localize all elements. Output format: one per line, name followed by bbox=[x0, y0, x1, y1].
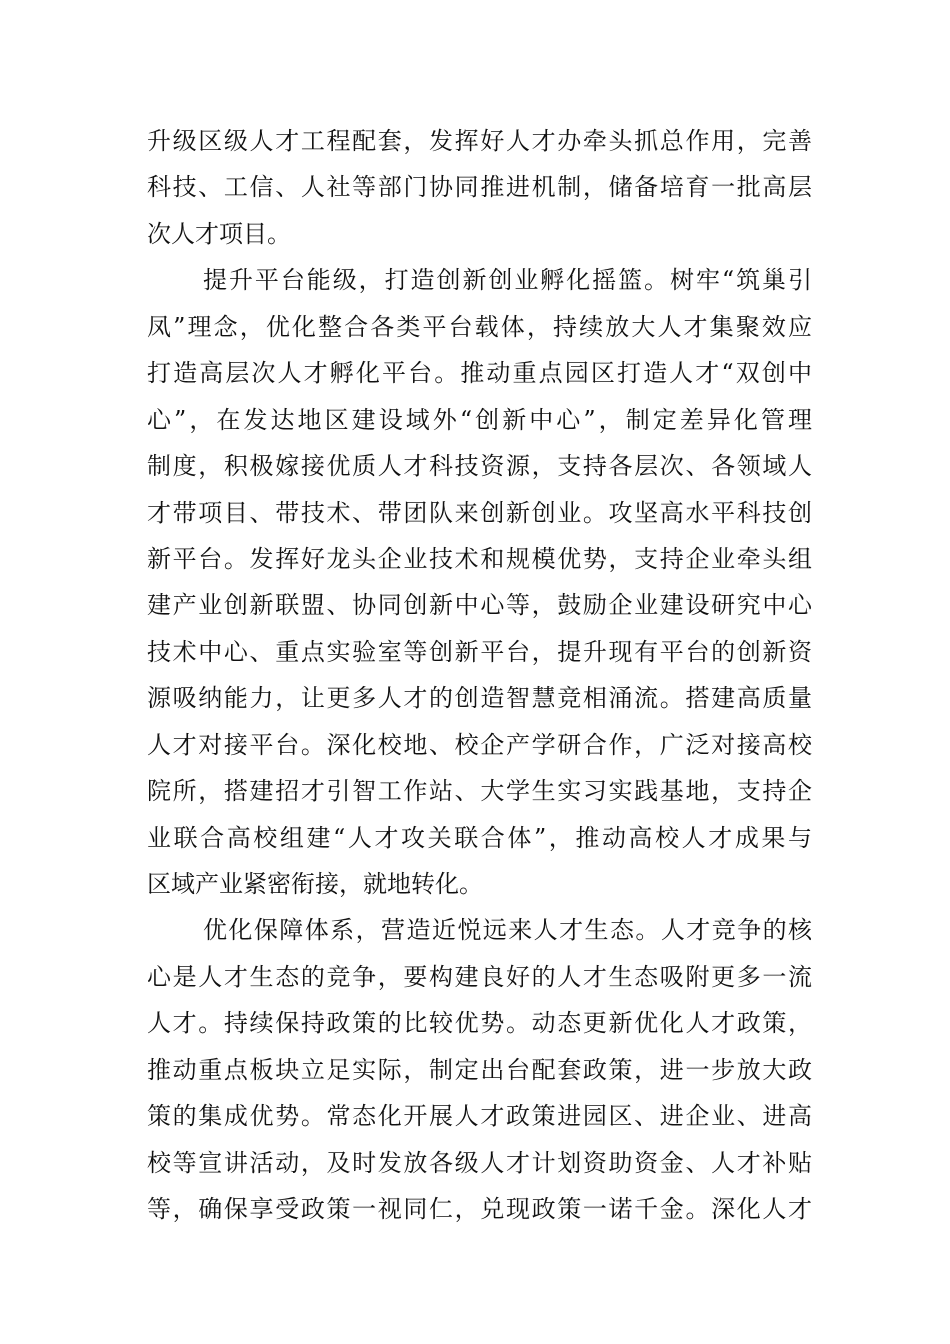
paragraph-2-line-1: 提升平台能级，打造创新创业孵化摇篮。树牢“筑巢引 bbox=[203, 266, 812, 295]
paragraph-1-line-1: 升级区级人才工程配套，发挥好人才办牵头抓总作用，完善 bbox=[147, 127, 812, 155]
paragraph-2-line-7: 新平台。发挥好龙头企业技术和规模优势，支持企业牵头组 bbox=[147, 544, 812, 573]
paragraph-2-line-5: 制度，积极嫁接优质人才科技资源，支持各层次、各领域人 bbox=[147, 452, 812, 481]
paragraph-3-line-2: 心是人才生态的竞争，要构建良好的人才生态吸附更多一流 bbox=[147, 962, 812, 991]
paragraph-2-line-8: 建产业创新联盟、协同创新中心等，鼓励企业建设研究中心 bbox=[147, 591, 812, 620]
paragraph-2-line-11: 人才对接平台。深化校地、校企产学研合作，广泛对接高校 bbox=[147, 730, 812, 759]
paragraph-3-line-6: 校等宣讲活动，及时发放各级人才计划资助资金、人才补贴 bbox=[147, 1148, 812, 1177]
paragraph-1-line-3: 次人才项目。 bbox=[147, 219, 291, 248]
paragraph-3-line-5: 策的集成优势。常态化开展人才政策进园区、进企业、进高 bbox=[147, 1102, 812, 1131]
body-text bbox=[147, 118, 812, 1233]
paragraph-2-line-4: 心”，在发达地区建设域外“创新中心”，制定差异化管理 bbox=[147, 405, 812, 434]
paragraph-2-line-9: 技术中心、重点实验室等创新平台，提升现有平台的创新资 bbox=[147, 637, 812, 666]
paragraph-2-line-12: 院所，搭建招才引智工作站、大学生实习实践基地，支持企 bbox=[147, 777, 812, 806]
paragraph-2-line-6: 才带项目、带技术、带团队来创新创业。攻坚高水平科技创 bbox=[147, 498, 812, 527]
paragraph-2-line-2: 凤”理念，优化整合各类平台载体，持续放大人才集聚效应 bbox=[147, 312, 812, 341]
paragraph-3-line-3: 人才。持续保持政策的比较优势。动态更新优化人才政策， bbox=[147, 1009, 812, 1038]
paragraph-2-line-13: 业联合高校组建“人才攻关联合体”，推动高校人才成果与 bbox=[147, 823, 812, 852]
paragraph-2-line-3: 打造高层次人才孵化平台。推动重点园区打造人才“双创中 bbox=[147, 359, 812, 388]
paragraph-1-line-2: 科技、工信、人社等部门协同推进机制，储备培育一批高层 bbox=[147, 173, 812, 202]
paragraph-2-line-10: 源吸纳能力，让更多人才的创造智慧竞相涌流。搭建高质量 bbox=[147, 684, 812, 713]
paragraph-3-line-4: 推动重点板块立足实际，制定出台配套政策，进一步放大政 bbox=[147, 1055, 812, 1084]
paragraph-3-line-1: 优化保障体系，营造近悦远来人才生态。人才竞争的核 bbox=[203, 916, 812, 945]
paragraph-3-line-7: 等，确保享受政策一视同仁，兑现政策一诺千金。深化人才 bbox=[147, 1195, 812, 1224]
paragraph-2-line-14: 区域产业紧密衔接，就地转化。 bbox=[147, 870, 483, 898]
